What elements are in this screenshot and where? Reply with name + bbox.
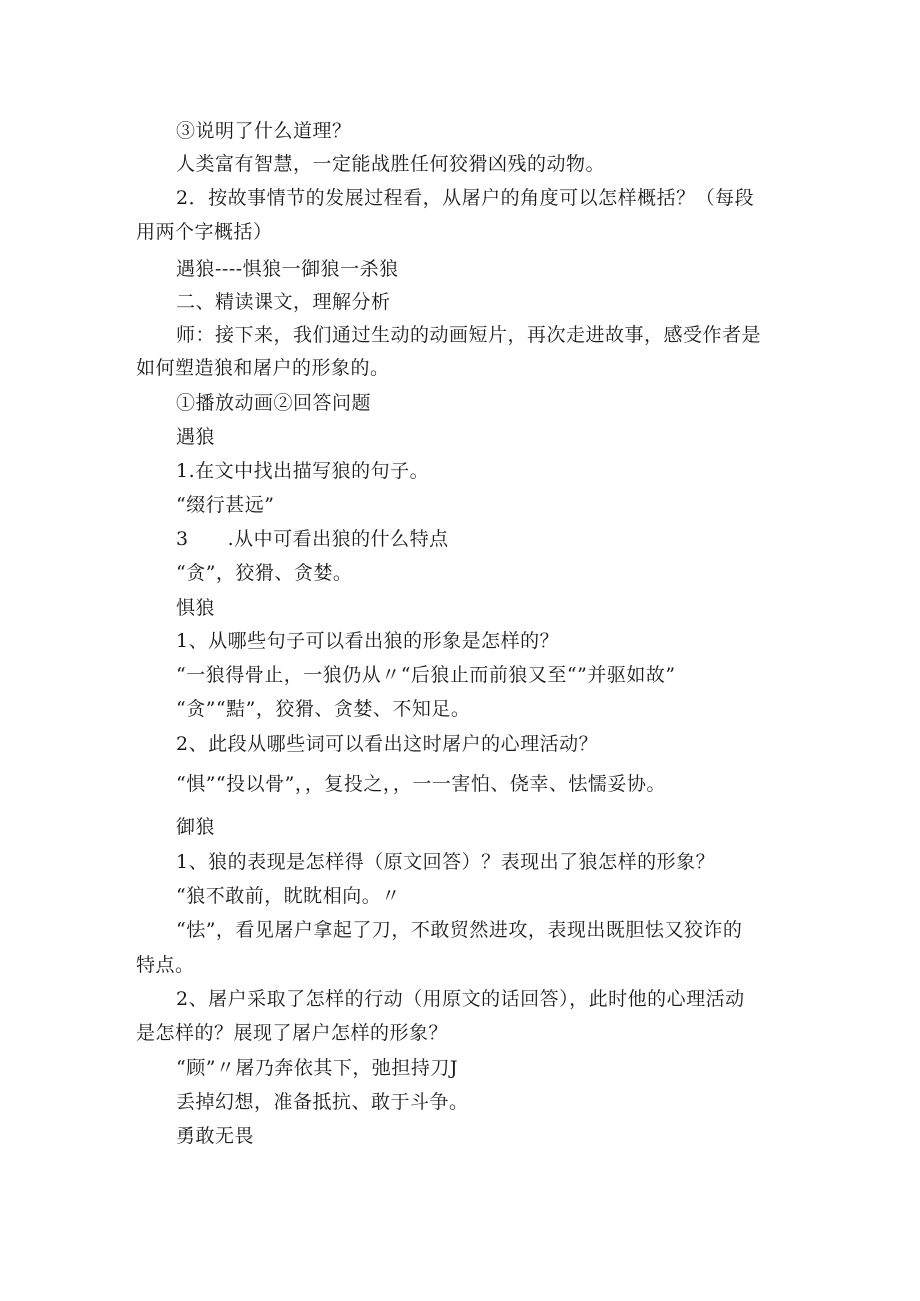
text-line: 勇敢无畏 [176, 1125, 255, 1147]
subsection-heading: 御狼 [176, 816, 216, 838]
text-line: 人类富有智慧，一定能战胜任何狡猾凶残的动物。 [176, 153, 606, 175]
text-line: 特点。 [136, 954, 195, 976]
text-line: 3 .从中可看出狼的什么特点 [176, 528, 449, 550]
text-line: “缀行甚远” [176, 494, 275, 516]
text-line: “贪”“黠”，狡猾、贪婪、不知足。 [176, 698, 471, 720]
text-line: “顾”〃屠乃奔依其下，弛担持刀J [176, 1057, 459, 1079]
text-line: ①播放动画②回答问题 [176, 392, 372, 414]
text-line: “惧”“投以骨”，，复投之，，一一害怕、侥幸、怯懦妥协。 [176, 773, 666, 795]
text-line: 2．按故事情节的发展过程看，从屠户的角度可以怎样概括？（每段 [176, 187, 755, 209]
text-line: 1.在文中找出描写狼的句子。 [176, 460, 430, 482]
text-line: 2、屠户采取了怎样的行动（用原文的话回答），此时他的心理活动 [176, 988, 745, 1010]
text-line: 2、此段从哪些词可以看出这时屠户的心理活动？ [176, 733, 599, 755]
text-line: 1、狼的表现是怎样得（原文回答）？表现出了狼怎样的形象？ [176, 851, 716, 873]
section-heading: 二、精读课文，理解分析 [176, 291, 391, 313]
subsection-heading: 惧狼 [176, 597, 216, 619]
text-line: 遇狼----惧狼一御狼一杀狼 [176, 258, 399, 280]
text-line: 是怎样的？展现了屠户怎样的形象？ [136, 1022, 449, 1044]
text-line: ③说明了什么道理？ [176, 120, 352, 142]
text-line: “贪”，狡猾、贪婪。 [176, 562, 353, 584]
text-line: 师：接下来，我们通过生动的动画短片，再次走进故事，感受作者是 [176, 324, 762, 346]
text-line: 丢掉幻想，准备抵抗、敢于斗争。 [176, 1091, 469, 1113]
text-line: “怯”，看见屠户拿起了刀，不敢贸然进攻，表现出既胆怯又狡诈的 [176, 919, 743, 941]
text-line: “一狼得骨止，一狼仍从〃“后狼止而前狼又至“”并驱如故” [176, 664, 676, 686]
text-line: 用两个字概括） [136, 221, 273, 243]
subsection-heading: 遇狼 [176, 426, 216, 448]
text-line: “狼不敢前，眈眈相向。〃 [176, 885, 401, 907]
text-line: 如何塑造狼和屠户的形象的。 [136, 357, 390, 379]
text-line: 1、从哪些句子可以看出狼的形象是怎样的？ [176, 630, 560, 652]
